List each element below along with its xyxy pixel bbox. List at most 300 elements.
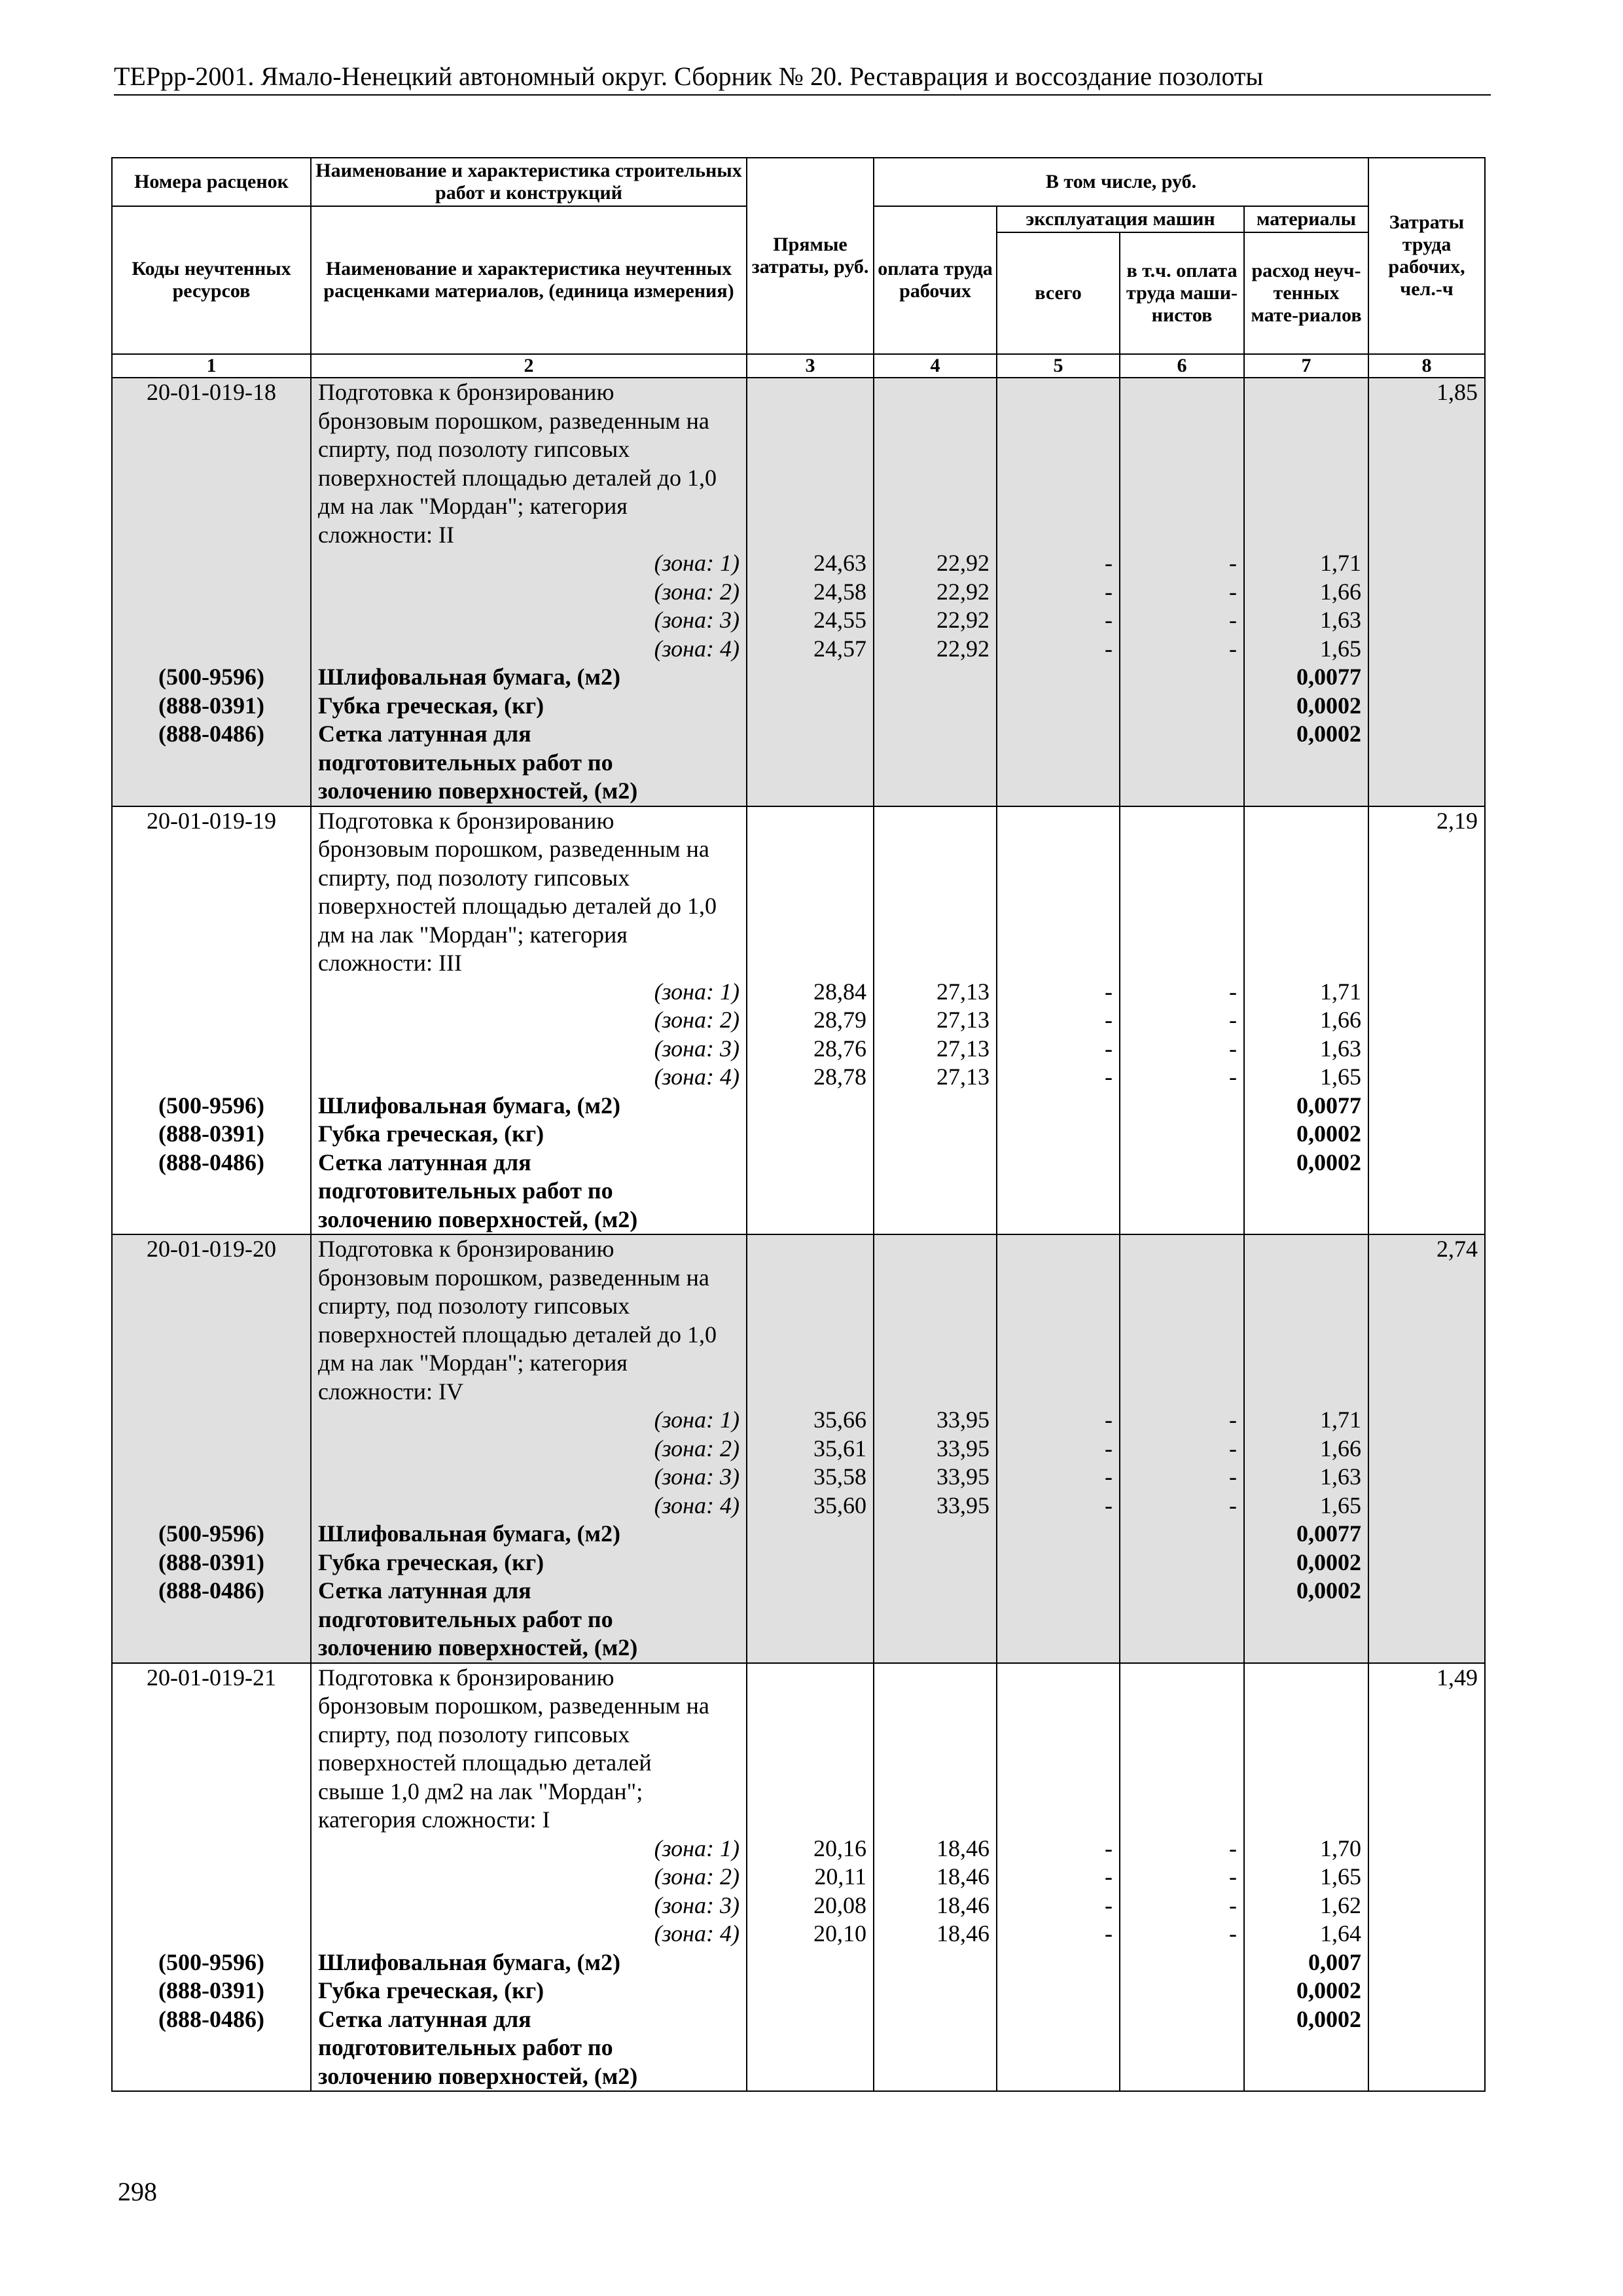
table-cell [1368,1892,1485,1920]
description-line: дм на лак "Мордан"; категория [311,1349,747,1378]
direct-cost: 35,61 [747,1435,874,1463]
table-cell [1120,2005,1244,2034]
table-cell [1368,1463,1485,1492]
zone-row [112,1006,1485,1035]
table-cell [1368,1749,1485,1778]
table-cell [112,1435,311,1463]
table-cell [1120,949,1244,978]
zone-row [112,1463,1485,1492]
table-cell [1120,1663,1244,1693]
resource-code: (500-9596) [112,1092,311,1121]
description-line: Подготовка к бронзированию [311,1234,747,1264]
resource-quantity: 0,0002 [1244,1977,1368,2005]
table-cell [997,806,1120,836]
table-cell [997,892,1120,921]
table-cell [1244,835,1368,864]
table-cell [112,1321,311,1350]
resource-row [112,2062,1485,2092]
table-cell [997,749,1120,778]
table-cell [747,1749,874,1778]
table-cell [112,1605,311,1634]
table-cell [997,1549,1120,1577]
table-cell [997,1321,1120,1350]
machines-cost: - [997,1063,1120,1092]
direct-cost: 28,76 [747,1035,874,1064]
table-row [112,378,1485,407]
table-cell [112,2034,311,2062]
table-row [112,1663,1485,1693]
table-cell [1368,1492,1485,1520]
table-row [112,1349,1485,1378]
description-line: бронзовым порошком, разведенным на [311,835,747,864]
header-labor-costs: Затраты труда рабочих, чел.-ч [1368,158,1485,354]
materials-cost: 1,66 [1244,1006,1368,1035]
description-line: поверхностей площадью деталей до 1,0 [311,892,747,921]
materials-cost: 1,62 [1244,1892,1368,1920]
table-cell [747,1149,874,1177]
materials-cost: 1,63 [1244,1463,1368,1492]
resource-name: Сетка латунная для [311,2005,747,2034]
table-cell [874,2062,997,2092]
table-cell [112,978,311,1007]
table-cell [1244,2034,1368,2062]
table-cell [997,435,1120,464]
resource-quantity: 0,0002 [1244,1549,1368,1577]
table-cell [112,1177,311,1206]
table-cell [997,1120,1120,1149]
table-cell [1120,1721,1244,1749]
table-row [112,407,1485,436]
table-cell [1244,892,1368,921]
table-cell [1368,1520,1485,1549]
description-line: спирту, под позолоту гипсовых [311,435,747,464]
table-cell [112,1035,311,1064]
table-cell [1120,2034,1244,2062]
machinists-cost: - [1120,1863,1244,1892]
machinists-cost: - [1120,578,1244,607]
wages-cost: 33,95 [874,1492,997,1520]
wages-cost: 33,95 [874,1435,997,1463]
table-cell [112,1492,311,1520]
table-cell [1244,806,1368,836]
table-row [112,1378,1485,1407]
table-cell [874,378,997,407]
description-line: поверхностей площадью деталей до 1,0 [311,1321,747,1350]
table-cell [1120,435,1244,464]
table-cell [874,1549,997,1577]
table-row [112,1749,1485,1778]
table-cell [747,1663,874,1693]
table-cell [1244,1721,1368,1749]
machinists-cost: - [1120,1835,1244,1863]
table-row [112,1692,1485,1721]
resource-quantity: 0,0002 [1244,1577,1368,1605]
resource-name: Сетка латунная для [311,720,747,749]
table-cell [1368,1321,1485,1350]
table-cell [997,1292,1120,1321]
resource-name: золочению поверхностей, (м2) [311,777,747,806]
table-cell [997,777,1120,806]
table-cell [1368,1206,1485,1235]
table-cell [1368,407,1485,436]
direct-cost: 28,84 [747,978,874,1007]
machinists-cost: - [1120,635,1244,664]
table-cell [1120,1120,1244,1149]
table-cell [1120,1292,1244,1321]
table-cell [1244,1206,1368,1235]
machinists-cost: - [1120,978,1244,1007]
table-cell [747,777,874,806]
table-cell [747,1234,874,1264]
table-cell [874,1234,997,1264]
table-cell [1244,378,1368,407]
direct-cost: 24,58 [747,578,874,607]
zone-label: (зона: 2) [311,1435,747,1463]
rate-code: 20-01-019-18 [112,378,311,407]
wages-cost: 27,13 [874,1035,997,1064]
table-cell [874,435,997,464]
table-header [112,158,1485,378]
table-row [112,464,1485,493]
table-cell [112,1778,311,1806]
table-cell [1368,464,1485,493]
resource-code: (888-0486) [112,720,311,749]
machinists-cost: - [1120,549,1244,578]
resource-quantity: 0,0002 [1244,692,1368,721]
table-cell [1368,1721,1485,1749]
table-cell [1368,635,1485,664]
table-cell [1120,1977,1244,2005]
resource-quantity: 0,0077 [1244,663,1368,692]
machines-cost: - [997,1035,1120,1064]
table-cell [1368,921,1485,950]
table-cell [1368,1605,1485,1634]
table-cell [1120,1692,1244,1721]
table-row [112,1778,1485,1806]
table-cell [1368,578,1485,607]
wages-cost: 18,46 [874,1920,997,1948]
table-cell [1244,1177,1368,1206]
materials-cost: 1,65 [1244,1863,1368,1892]
table-cell [997,1692,1120,1721]
zone-label: (зона: 4) [311,1063,747,1092]
table-cell [1244,949,1368,978]
table-cell [1120,1264,1244,1293]
table-cell [1120,521,1244,550]
resource-name: Губка греческая, (кг) [311,1120,747,1149]
table-cell [112,1292,311,1321]
table-cell [747,378,874,407]
table-cell [1244,464,1368,493]
table-cell [874,1749,997,1778]
table-cell [747,749,874,778]
table-cell [997,692,1120,721]
description-line: спирту, под позолоту гипсовых [311,864,747,893]
table-cell [1244,2062,1368,2092]
zone-row [112,1892,1485,1920]
table-cell [874,1721,997,1749]
table-cell [1368,1634,1485,1663]
table-cell [1368,1977,1485,2005]
table-cell [112,435,311,464]
table-cell [874,1605,997,1634]
wages-cost: 27,13 [874,978,997,1007]
table-cell [112,407,311,436]
table-cell [997,1806,1120,1835]
table-cell [1368,663,1485,692]
resource-name: Губка греческая, (кг) [311,1549,747,1577]
machinists-cost: - [1120,1492,1244,1520]
table-cell [1120,1234,1244,1264]
resource-code: (888-0391) [112,1120,311,1149]
header-machines-total: всего [997,232,1120,354]
table-cell [112,1406,311,1435]
table-cell [1368,1435,1485,1463]
table-cell [1368,2005,1485,2034]
table-cell [112,492,311,521]
direct-cost: 20,10 [747,1920,874,1948]
table-cell [747,864,874,893]
table-cell [997,663,1120,692]
table-cell [1368,1035,1485,1064]
description-line: бронзовым порошком, разведенным на [311,1692,747,1721]
resource-name: Сетка латунная для [311,1149,747,1177]
direct-cost: 24,55 [747,606,874,635]
table-cell [874,720,997,749]
table-row [112,521,1485,550]
wages-cost: 18,46 [874,1863,997,1892]
table-cell [997,1749,1120,1778]
table-row [112,1806,1485,1835]
resource-name: Шлифовальная бумага, (м2) [311,1092,747,1121]
table-cell [112,1006,311,1035]
materials-cost: 1,65 [1244,1492,1368,1520]
table-cell [1120,492,1244,521]
resource-row [112,749,1485,778]
table-cell [997,720,1120,749]
table-cell [747,492,874,521]
resource-name: золочению поверхностей, (м2) [311,1206,747,1235]
materials-cost: 1,71 [1244,549,1368,578]
table-cell [747,1206,874,1235]
table-cell [1120,1378,1244,1407]
table-cell [1368,864,1485,893]
machines-cost: - [997,578,1120,607]
table-cell [874,835,997,864]
table-row [112,1264,1485,1293]
header-unaccounted-materials: расход неуч-тенных мате-риалов [1244,232,1368,354]
resource-quantity: 0,007 [1244,1948,1368,1977]
table-cell [112,777,311,806]
table-cell [997,1634,1120,1663]
table-cell [747,1692,874,1721]
machines-cost: - [997,978,1120,1007]
table-cell [1244,777,1368,806]
description-line: бронзовым порошком, разведенным на [311,407,747,436]
direct-cost: 24,63 [747,549,874,578]
table-cell [874,407,997,436]
header-wages: оплата труда рабочих [874,206,997,354]
table-cell [747,521,874,550]
table-cell [1368,1349,1485,1378]
table-cell [874,1577,997,1605]
table-cell [1368,835,1485,864]
column-numbers-row [112,354,1485,378]
table-cell [112,1721,311,1749]
table-cell [997,1778,1120,1806]
resource-row [112,1577,1485,1605]
description-line: сложности: III [311,949,747,978]
resource-name: золочению поверхностей, (м2) [311,2062,747,2092]
zone-label: (зона: 3) [311,1463,747,1492]
table-cell [112,578,311,607]
zone-label: (зона: 2) [311,578,747,607]
table-cell [874,1264,997,1293]
table-cell [1368,692,1485,721]
table-row [112,892,1485,921]
table-cell [112,921,311,950]
table-cell [874,892,997,921]
description-line: свыше 1,0 дм2 на лак "Мордан"; [311,1778,747,1806]
table-cell [874,1663,997,1693]
zone-label: (зона: 2) [311,1863,747,1892]
table-cell [1120,1520,1244,1549]
table-cell [874,1120,997,1149]
table-cell [874,2005,997,2034]
table-cell [747,1264,874,1293]
table-cell [1368,492,1485,521]
table-row [112,1234,1485,1264]
machines-cost: - [997,1435,1120,1463]
resource-row [112,2034,1485,2062]
table-cell [997,1663,1120,1693]
table-cell [1368,435,1485,464]
table-cell [874,806,997,836]
table-cell [1244,435,1368,464]
machinists-cost: - [1120,1006,1244,1035]
labor-cost: 2,19 [1368,806,1485,836]
resource-row [112,692,1485,721]
table-row [112,949,1485,978]
table-cell [1120,835,1244,864]
resource-row [112,1120,1485,1149]
description-line: спирту, под позолоту гипсовых [311,1292,747,1321]
table-cell [1120,777,1244,806]
machines-cost: - [997,1892,1120,1920]
table-cell [874,464,997,493]
table-cell [1368,521,1485,550]
zone-row [112,1492,1485,1520]
machines-cost: - [997,1006,1120,1035]
direct-cost: 20,16 [747,1835,874,1863]
zone-row [112,1063,1485,1092]
table-cell [997,2062,1120,2092]
resource-row [112,1520,1485,1549]
table-cell [997,1264,1120,1293]
table-cell [1244,1663,1368,1693]
zone-row [112,606,1485,635]
table-cell [874,1977,997,2005]
table-cell [112,464,311,493]
direct-cost: 28,79 [747,1006,874,1035]
table-cell [747,1378,874,1407]
resource-code: (500-9596) [112,1948,311,1977]
machines-cost: - [997,1920,1120,1948]
table-cell [747,720,874,749]
resource-name: Губка греческая, (кг) [311,1977,747,2005]
rate-entry [112,1663,1485,2092]
table-cell [997,864,1120,893]
table-cell [1368,2034,1485,2062]
resource-code: (888-0391) [112,1977,311,2005]
resource-name: подготовительных работ по [311,749,747,778]
table-cell [1368,1835,1485,1863]
table-cell [112,1349,311,1378]
materials-cost: 1,71 [1244,978,1368,1007]
table-cell [112,1463,311,1492]
wages-cost: 18,46 [874,1892,997,1920]
table-cell [747,1806,874,1835]
table-cell [997,835,1120,864]
rate-code: 20-01-019-21 [112,1663,311,1693]
table-cell [1368,1149,1485,1177]
table-cell [997,1206,1120,1235]
machinists-cost: - [1120,1435,1244,1463]
table-row [112,835,1485,864]
table-cell [112,521,311,550]
rate-code: 20-01-019-19 [112,806,311,836]
resource-quantity: 0,0002 [1244,720,1368,749]
table-cell [1120,1092,1244,1121]
direct-cost: 20,11 [747,1863,874,1892]
machines-cost: - [997,1835,1120,1863]
header-work-name: Наименование и характеристика строительных работ и конструкций [311,158,747,206]
table-cell [997,1092,1120,1121]
rate-entry [112,378,1485,806]
table-cell [997,949,1120,978]
table-cell [874,1292,997,1321]
table-cell [112,1749,311,1778]
header-machines: эксплуатация машин [997,206,1244,232]
resource-code: (888-0486) [112,1149,311,1177]
table-cell [1244,749,1368,778]
wages-cost: 33,95 [874,1406,997,1435]
table-cell [1120,1206,1244,1235]
table-cell [1368,1292,1485,1321]
zone-label: (зона: 4) [311,1920,747,1948]
header-material-name: Наименование и характеристика неучтенных расценками материалов, (единица измерения) [311,206,747,354]
table-cell [1120,1605,1244,1634]
table-row [112,492,1485,521]
page-header: ТЕРрр-2001. Ямало-Ненецкий автономный округ. Сборник № 20. Реставрация и воссоздание позолоты [114,60,1491,96]
resource-row [112,1549,1485,1577]
zone-label: (зона: 3) [311,1035,747,1064]
table-cell [1368,1948,1485,1977]
resource-name: Шлифовальная бумага, (м2) [311,1948,747,1977]
table-cell [1368,720,1485,749]
table-cell [747,2034,874,2062]
table-cell [112,1063,311,1092]
resource-code: (888-0486) [112,2005,311,2034]
table-cell [874,692,997,721]
table-cell [1244,1292,1368,1321]
table-cell [1368,2062,1485,2092]
table-cell [874,777,997,806]
table-cell [1120,1349,1244,1378]
table-cell [747,1778,874,1806]
table-cell [747,2005,874,2034]
table-cell [874,1692,997,1721]
